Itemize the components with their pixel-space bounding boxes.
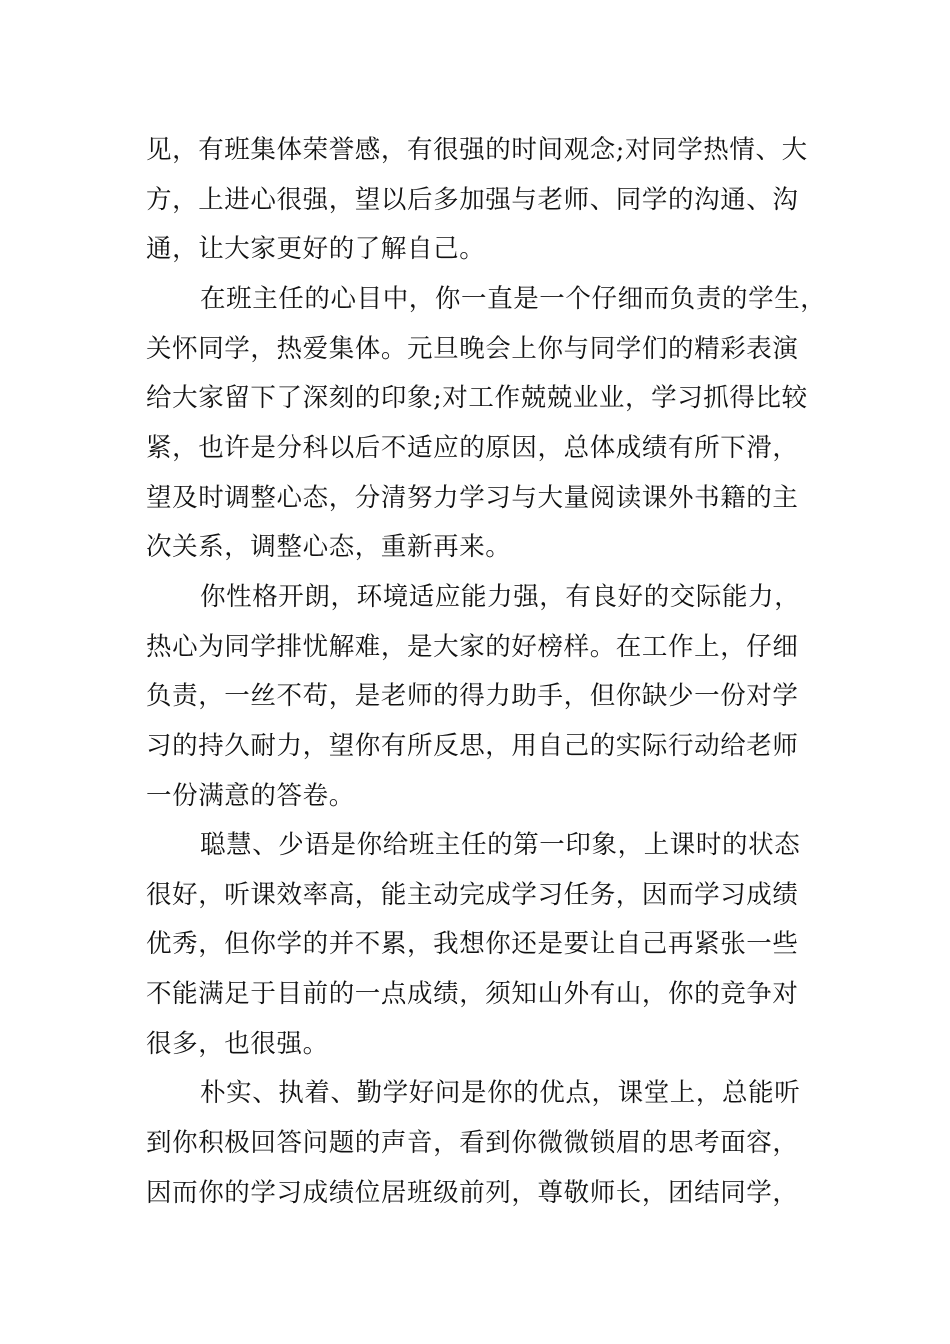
text-line: 一份满意的答卷。 (146, 781, 355, 811)
text-line: 不能满足于目前的一点成绩，须知山外有山，你的竞争对 (146, 979, 799, 1009)
text-line: 紧，也许是分科以后不适应的原因，总体成绩有所下滑， (146, 433, 799, 463)
paragraph-first-line: 朴实、执着、勤学好问是你的优点，课堂上，总能听 (200, 1078, 801, 1108)
text-line: 方，上进心很强，望以后多加强与老师、同学的沟通、沟 (146, 185, 799, 215)
text-line: 习的持久耐力，望你有所反思，用自己的实际行动给老师 (146, 731, 799, 761)
paragraph-first-line: 聪慧、少语是你给班主任的第一印象，上课时的状态 (200, 830, 801, 860)
text-line: 关怀同学，热爱集体。元旦晚会上你与同学们的精彩表演 (146, 334, 799, 364)
text-line: 到你积极回答问题的声音，看到你微微锁眉的思考面容， (146, 1128, 799, 1158)
text-line: 负责，一丝不苟，是老师的得力助手，但你缺少一份对学 (146, 681, 799, 711)
text-line: 热心为同学排忧解难，是大家的好榜样。在工作上，仔细 (146, 632, 799, 662)
text-line: 见，有班集体荣誉感，有很强的时间观念;对同学热情、大 (146, 135, 808, 165)
text-line: 很好，听课效率高，能主动完成学习任务，因而学习成绩 (146, 880, 799, 910)
text-line: 望及时调整心态，分清努力学习与大量阅读课外书籍的主 (146, 483, 799, 513)
text-line: 优秀，但你学的并不累，我想你还是要让自己再紧张一些 (146, 929, 799, 959)
text-line: 给大家留下了深刻的印象;对工作兢兢业业，学习抓得比较 (146, 383, 808, 413)
text-line: 次关系，调整心态，重新再来。 (146, 532, 512, 562)
paragraph-first-line: 你性格开朗，环境适应能力强，有良好的交际能力， (200, 582, 801, 612)
text-line: 通，让大家更好的了解自己。 (146, 234, 486, 264)
text-line: 很多，也很强。 (146, 1029, 329, 1059)
paragraph-first-line: 在班主任的心目中，你一直是一个仔细而负责的学生， (200, 284, 827, 314)
text-line: 因而你的学习成绩位居班级前列，尊敬师长，团结同学， (146, 1178, 799, 1208)
